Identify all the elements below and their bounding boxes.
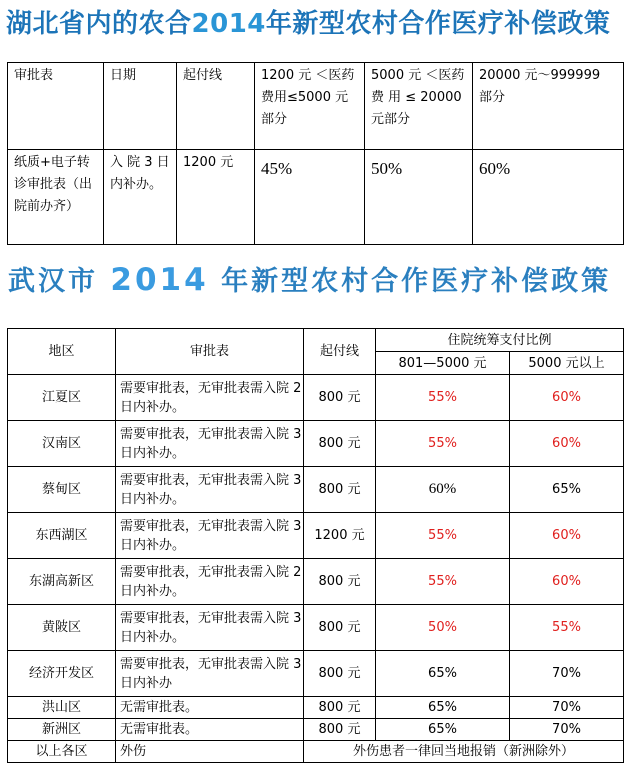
cell: 50% <box>365 150 473 245</box>
cell-approval: 需要审批表，无审批表需入院 3 日内补办。 <box>116 513 304 559</box>
cell-band2: 70% <box>510 651 624 697</box>
cell-band2: 65% <box>510 467 624 513</box>
cell-deductible: 800 元 <box>304 605 376 651</box>
header-cell: 801—5000 元 <box>376 352 510 375</box>
cell-approval: 外伤 <box>116 741 304 763</box>
cell-deductible: 800 元 <box>304 467 376 513</box>
cell-region: 新洲区 <box>8 719 116 741</box>
cell-region: 蔡甸区 <box>8 467 116 513</box>
cell-band1: 55% <box>376 513 510 559</box>
header-cell: 地区 <box>8 329 116 375</box>
cell-approval: 无需审批表。 <box>116 719 304 741</box>
cell-region: 黄陂区 <box>8 605 116 651</box>
cell-approval: 无需审批表。 <box>116 697 304 719</box>
cell-approval: 需要审批表，无审批表需入院 3 日内补办。 <box>116 421 304 467</box>
cell-region: 洪山区 <box>8 697 116 719</box>
table-row <box>8 651 624 697</box>
cell-band2: 60% <box>510 375 624 421</box>
cell-band2: 55% <box>510 605 624 651</box>
cell-region: 以上各区 <box>8 741 116 763</box>
title-2-part1: 武汉市 <box>8 266 111 297</box>
header-cell: 起付线 <box>177 63 255 150</box>
header-cell: 日期 <box>104 63 177 150</box>
cell-deductible: 800 元 <box>304 421 376 467</box>
table-row <box>8 719 624 741</box>
cell-deductible: 1200 元 <box>304 513 376 559</box>
cell-band1: 65% <box>376 697 510 719</box>
cell: 60% <box>473 150 624 245</box>
table-header-row <box>8 329 624 352</box>
title-2-year: 2014 <box>110 262 209 298</box>
cell-band2: 60% <box>510 421 624 467</box>
cell-band2: 60% <box>510 513 624 559</box>
table-row <box>8 467 624 513</box>
header-cell: 审批表 <box>116 329 304 375</box>
cell: 45% <box>255 150 365 245</box>
title-1 <box>6 5 626 43</box>
header-cell: 审批表 <box>8 63 104 150</box>
title-1-part1: 湖北省内的农合 <box>6 9 192 39</box>
cell-band1: 55% <box>376 421 510 467</box>
table-row <box>8 559 624 605</box>
header-cell: 起付线 <box>304 329 376 375</box>
cell-band2: 70% <box>510 697 624 719</box>
cell-note: 外伤患者一律回当地报销（新洲除外） <box>304 741 624 763</box>
cell-region: 东湖高新区 <box>8 559 116 605</box>
cell-band2: 70% <box>510 719 624 741</box>
cell-deductible: 800 元 <box>304 651 376 697</box>
cell-band2: 60% <box>510 559 624 605</box>
header-cell: 5000 元以上 <box>510 352 624 375</box>
cell-deductible: 800 元 <box>304 719 376 741</box>
cell-band1: 60% <box>376 467 510 513</box>
cell-deductible: 800 元 <box>304 559 376 605</box>
cell-band1: 50% <box>376 605 510 651</box>
cell-band1: 65% <box>376 719 510 741</box>
header-cell: 20000 元～999999 部分 <box>473 63 624 150</box>
cell-region: 经济开发区 <box>8 651 116 697</box>
table-row <box>8 375 624 421</box>
cell-deductible: 800 元 <box>304 697 376 719</box>
table-row <box>8 150 624 245</box>
cell-approval: 需要审批表，无审批表需入院 2 日内补办。 <box>116 559 304 605</box>
table-footer-row <box>8 741 624 763</box>
cell-approval: 需要审批表，无审批表需入院 2 日内补办。 <box>116 375 304 421</box>
table-row <box>8 421 624 467</box>
cell-approval: 需要审批表，无审批表需入院 3 日内补办 <box>116 651 304 697</box>
cell-region: 江夏区 <box>8 375 116 421</box>
cell: 纸质+电子转诊审批表（出院前办齐） <box>8 150 104 245</box>
cell: 1200 元 <box>177 150 255 245</box>
cell-band1: 65% <box>376 651 510 697</box>
cell-band1: 55% <box>376 559 510 605</box>
table-row <box>8 513 624 559</box>
header-cell: 1200 元 ＜医药费用≤5000 元部分 <box>255 63 365 150</box>
cell-region: 东西湖区 <box>8 513 116 559</box>
title-2 <box>8 258 622 302</box>
cell-band1: 55% <box>376 375 510 421</box>
table-row <box>8 605 624 651</box>
table-row <box>8 697 624 719</box>
header-cell: 住院统筹支付比例 <box>376 329 624 352</box>
cell-region: 汉南区 <box>8 421 116 467</box>
cell-deductible: 800 元 <box>304 375 376 421</box>
cell-approval: 需要审批表，无审批表需入院 3 日内补办。 <box>116 605 304 651</box>
header-cell: 5000 元 ＜医药 费 用 ≤ 20000 元部分 <box>365 63 473 150</box>
title-1-year: 2014 <box>191 9 266 39</box>
table-header-row <box>8 63 624 150</box>
table-hubei <box>7 62 624 245</box>
title-1-part2: 年新型农村合作医疗补偿政策 <box>265 9 611 39</box>
cell: 入 院 3 日内补办。 <box>104 150 177 245</box>
cell-approval: 需要审批表，无审批表需入院 3 日内补办。 <box>116 467 304 513</box>
table-wuhan <box>7 328 624 763</box>
title-2-part2: 年新型农村合作医疗补偿政策 <box>208 266 612 297</box>
